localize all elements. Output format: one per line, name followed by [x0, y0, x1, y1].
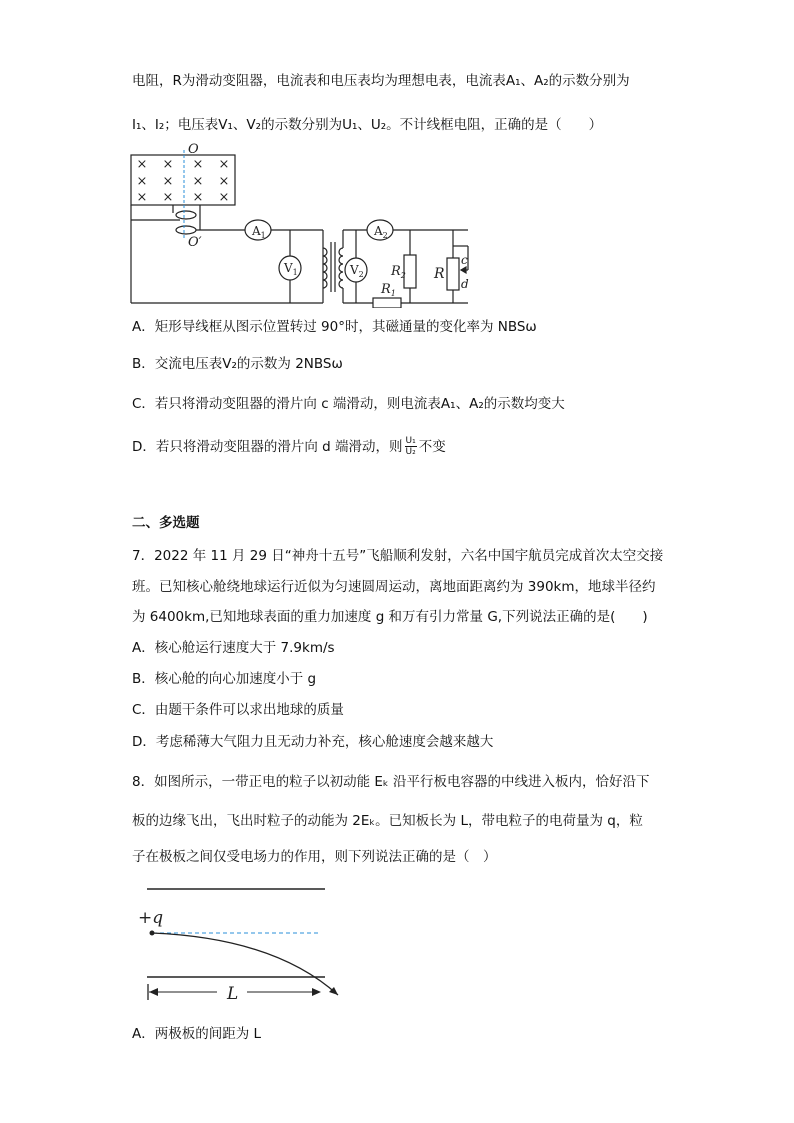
rheostat-r [447, 258, 459, 290]
circuit-diagram [128, 140, 480, 308]
svg-text:×: × [162, 157, 174, 172]
q7-option-a: A．核心舱运行速度大于 7.9km/s [132, 640, 335, 656]
particle-trajectory [152, 933, 338, 995]
label-r1: $R_1$ [381, 282, 396, 298]
rheostat-slider-arrow [461, 267, 466, 273]
slip-ring-lower [176, 226, 196, 234]
svg-text:×: × [192, 190, 204, 205]
q6-text-line-1: 电阻，R为滑动变阻器，电流表和电压表均为理想电表，电流表A₁、A₂的示数分别为 [132, 73, 630, 89]
q6-text-line-2: I₁、I₂；电压表V₁、V₂的示数分别为U₁、U₂。不计线框电阻，正确的是（ ） [132, 117, 603, 133]
capacitor-diagram [135, 880, 350, 1005]
svg-text:×: × [218, 157, 230, 172]
voltmeter-v1 [279, 256, 301, 280]
voltmeter-v2 [345, 258, 367, 282]
q8-option-a: A．两极板的间距为 L [132, 1026, 262, 1042]
label-r2: $R_2$ [391, 264, 406, 280]
transformer-primary-coil [323, 248, 327, 288]
transformer-secondary-coil [339, 248, 343, 288]
section-title-multi-choice: 二、多选题 [132, 515, 200, 531]
svg-text:×: × [136, 174, 148, 189]
q6-option-d-text: D．若只将滑动变阻器的滑片向 d 端滑动，则 [132, 438, 403, 455]
svg-text:V1: $V_1$ [284, 261, 298, 277]
svg-text:×: × [136, 157, 148, 172]
svg-text:A1: $A_1$ [252, 224, 266, 240]
slip-ring-upper [176, 211, 196, 219]
label-d: d [461, 277, 469, 291]
q6-option-a: A．矩形导线框从图示位置转过 90°时，其磁通量的变化率为 NBSω [132, 319, 537, 335]
length-label: L [227, 984, 239, 1004]
q8-text-line-1: 8．如图所示，一带正电的粒子以初动能 Eₖ 沿平行板电容器的中线进入板内，恰好沿下 [132, 774, 650, 790]
svg-text:×: × [192, 157, 204, 172]
svg-text:×: × [218, 190, 230, 205]
q7-option-d: D．考虑稀薄大气阻力且无动力补充，核心舱速度会越来越大 [132, 734, 494, 750]
q8-text-line-3: 子在极板之间仅受电场力的作用，则下列说法正确的是（ ） [132, 849, 497, 865]
q7-text-line-1: 7．2022 年 11 月 29 日“神舟十五号”飞船顺利发射，六名中国宇航员完成首次太空交接 [132, 548, 664, 564]
fraction-u1-u2 [405, 436, 417, 457]
q7-text-line-2: 班。已知核心舱绕地球运行近似为匀速圆周运动，离地面距离约为 390km，地球半径约 [132, 579, 656, 595]
field-crosses [137, 157, 230, 205]
svg-text:×: × [218, 174, 230, 189]
label-o-prime: O′ [188, 235, 202, 250]
q8-text-line-2: 板的边缘飞出，飞出时粒子的动能为 2Eₖ。已知板长为 L，带电粒子的电荷量为 q，粒 [132, 813, 643, 829]
charge-label: +q [138, 908, 164, 928]
q7-option-b: B．核心舱的向心加速度小于 g [132, 671, 317, 687]
label-r: R [434, 266, 445, 282]
ammeter-a1 [245, 220, 271, 240]
q7-text-line-3: 为 6400km,已知地球表面的重力加速度 g 和万有引力常量 G,下列说法正确的是( ) [132, 609, 648, 625]
resistor-r1 [373, 298, 401, 308]
q7-option-c: C．由题干条件可以求出地球的质量 [132, 702, 344, 718]
svg-text:×: × [192, 174, 204, 189]
q6-option-d-suffix: 不变 [418, 438, 446, 455]
q6-option-c: C．若只将滑动变阻器的滑片向 c 端滑动，则电流表A₁、A₂的示数均变大 [132, 396, 565, 412]
svg-text:×: × [136, 190, 148, 205]
svg-text:V2: $V_2$ [350, 263, 364, 279]
svg-text:A2: $A_2$ [374, 224, 388, 240]
q6-option-b: B．交流电压表V₂的示数为 2NBSω [132, 356, 343, 372]
fraction-numerator: U₁ [405, 436, 416, 446]
fraction-denominator: U₂ [405, 447, 416, 457]
svg-text:×: × [162, 190, 174, 205]
label-c: c [461, 253, 468, 267]
svg-text:×: × [162, 174, 174, 189]
ammeter-a2 [367, 220, 393, 240]
label-o: O [188, 142, 199, 157]
q6-option-d [132, 436, 446, 457]
